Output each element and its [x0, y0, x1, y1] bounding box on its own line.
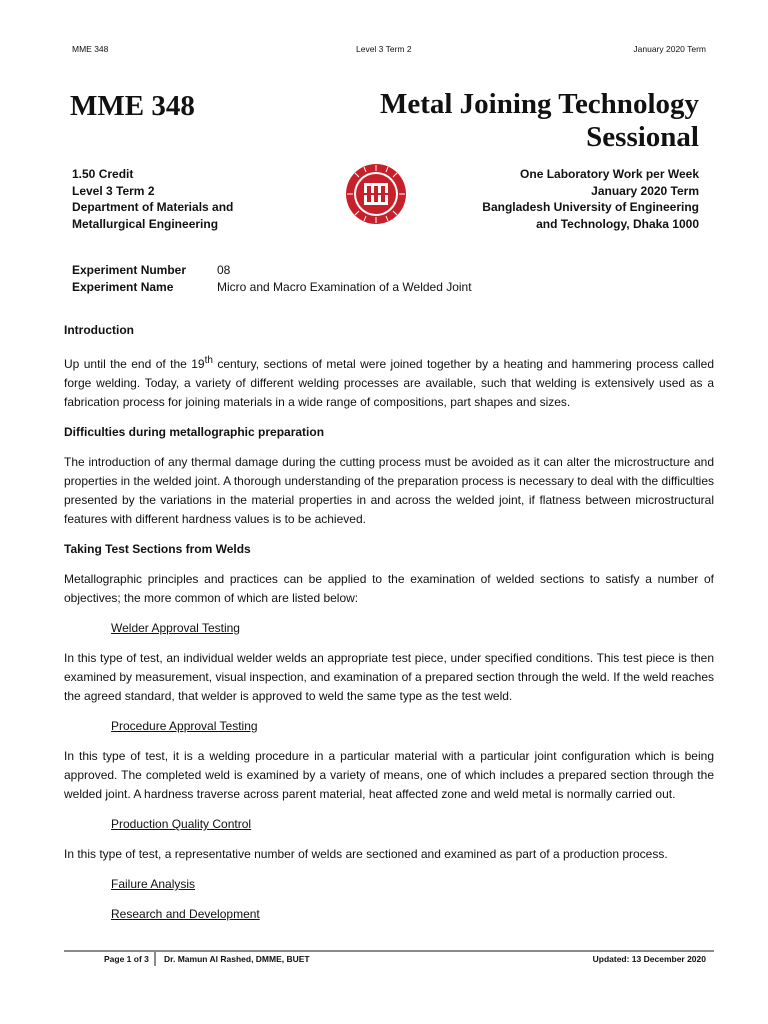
university-line-2: and Technology, Dhaka 1000 — [536, 216, 699, 231]
footer-page-number: Page 1 of 3 — [104, 954, 149, 964]
test-sections-paragraph: Metallographic principles and practices can be applied to the examination of welded sections to satisfy a number of objectives; the more common of which are listed below: — [64, 572, 714, 605]
experiment-name-row — [72, 279, 472, 296]
document-body — [64, 321, 714, 935]
introduction-heading: Introduction — [64, 323, 134, 337]
credit: 1.50 Credit — [72, 167, 134, 181]
failure-analysis-title: Failure Analysis — [111, 877, 196, 891]
experiment-info — [72, 262, 472, 295]
course-info-right — [482, 166, 699, 232]
introduction-text-b: century, sections of metal were joined together by a heating and hammering process called forge welding. Today, a variety of different welding processes are available, such that welding is extensively used as a fabrication process for joining materials in a wide range of compositions, part shapes and sizes. — [64, 357, 715, 409]
experiment-number-row — [72, 262, 472, 279]
introduction-text-a: Up until the end of the 19 — [64, 357, 205, 371]
footer-author: Dr. Mamun Al Rashed, DMME, BUET — [164, 954, 310, 964]
term: January 2020 Term — [591, 183, 699, 198]
difficulties-paragraph: The introduction of any thermal damage during the cutting process must be avoided as it can alter the microstructure and properties in the welded joint. A thorough understanding of the preparation process is necessary to deal with the difficulties presented by the variations in the material properties in and across the welded joint, if flatness between microstructural features with different hardness values is to be achieved. — [64, 455, 714, 526]
header-course-code: MME 348 — [72, 44, 109, 54]
footer-divider — [64, 950, 714, 952]
course-code-title: MME 348 — [70, 90, 195, 122]
welder-approval-paragraph: In this type of test, an individual welder welds an appropriate test piece, under specified conditions. This test piece is then examined by measurement, visual inspection, and examination of a prepared section through the weld. If the weld reaches the agreed standard, that welder is approved to weld the same type as the test weld. — [64, 651, 714, 703]
university-line-1: Bangladesh University of Engineering — [482, 200, 699, 214]
header-level-term: Level 3 Term 2 — [356, 44, 412, 54]
procedure-approval-paragraph: In this type of test, it is a welding procedure in a particular material with a particular joint configuration which is being approved. The completed weld is examined by a variety of means, one of which includes a prepared section through the welded joint. A hardness traverse across parent material, heat affected zone and weld metal is normally carried out. — [64, 749, 714, 801]
experiment-number-value: 08 — [217, 263, 231, 277]
buet-logo-icon — [345, 163, 407, 225]
ordinal-suffix: th — [204, 355, 213, 366]
footer-updated: Updated: 13 December 2020 — [592, 954, 706, 964]
course-title — [279, 88, 699, 154]
department-line-1: Department of Materials and — [72, 200, 234, 214]
experiment-name-label: Experiment Name — [72, 279, 174, 294]
header-term: January 2020 Term — [633, 44, 706, 54]
footer-separator — [154, 952, 156, 966]
welder-approval-title: Welder Approval Testing — [111, 621, 240, 635]
test-sections-heading: Taking Test Sections from Welds — [64, 542, 251, 556]
production-quality-paragraph: In this type of test, a representative number of welds are sectioned and examined as part of a production process. — [64, 847, 668, 861]
introduction-paragraph — [64, 351, 714, 412]
procedure-approval-title: Procedure Approval Testing — [111, 719, 258, 733]
lab-frequency: One Laboratory Work per Week — [520, 167, 699, 181]
experiment-name-value: Micro and Macro Examination of a Welded Joint — [217, 279, 472, 294]
course-info-left — [72, 166, 233, 232]
experiment-number-label: Experiment Number — [72, 263, 187, 277]
course-title-line-2: Sessional — [586, 121, 699, 153]
department-line-2: Metallurgical Engineering — [72, 216, 219, 231]
level-term: Level 3 Term 2 — [72, 183, 155, 198]
course-title-line-1: Metal Joining Technology — [379, 88, 699, 120]
production-quality-title: Production Quality Control — [111, 817, 252, 831]
research-development-title: Research and Development — [111, 907, 260, 921]
difficulties-heading: Difficulties during metallographic preparation — [64, 425, 325, 439]
